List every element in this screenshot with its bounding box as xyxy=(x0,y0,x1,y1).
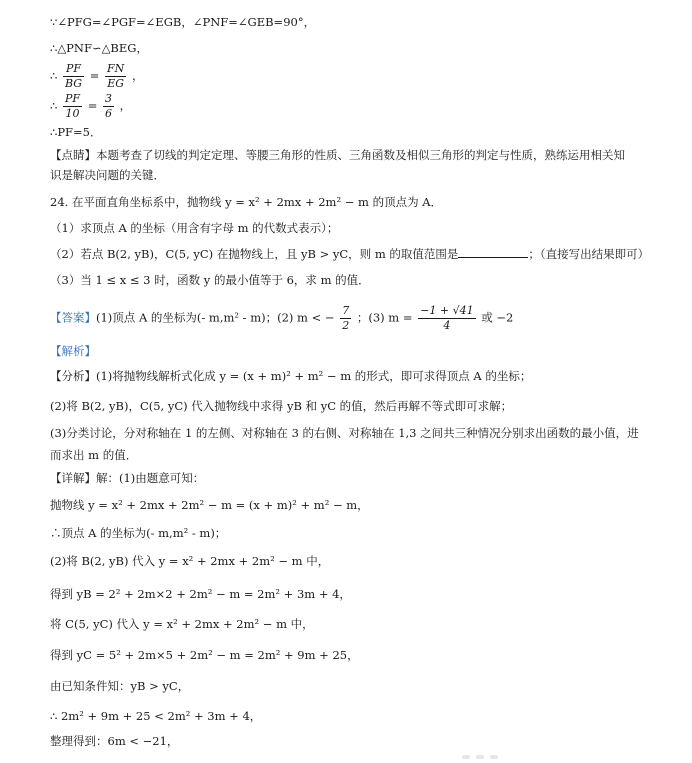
text-line: 得到 yB = 2² + 2m×2 + 2m² − m = 2m² + 3m + 4， xyxy=(50,587,351,601)
equals: = xyxy=(89,68,100,83)
question-part-3: （3）当 1 ≤ x ≤ 3 时，函数 y 的最小值等于 6，求 m 的值． xyxy=(50,273,370,287)
fraction xyxy=(340,304,351,333)
fraction xyxy=(418,304,475,333)
denominator: 10 xyxy=(65,107,80,120)
analysis-tag: 【解析】 xyxy=(50,344,96,358)
numerator: FN xyxy=(107,62,125,75)
denominator: 2 xyxy=(342,319,350,332)
watermark xyxy=(462,744,562,754)
therefore-symbol: ∴ xyxy=(50,68,58,83)
denominator: EG xyxy=(107,77,125,90)
answer-line xyxy=(50,304,513,333)
question-part-1: （1）求顶点 A 的坐标（用含有字母 m 的代数式表示）； xyxy=(50,221,339,235)
numerator: PF xyxy=(63,62,84,77)
text-line: 抛物线 y = x² + 2mx + 2m² − m = (x + m)² + m² − m， xyxy=(50,498,369,512)
question-24: 24. 在平面直角坐标系中，抛物线 y = x² + 2mx + 2m² − m 的顶点为 A． xyxy=(50,195,443,209)
question-text: ；（直接写出结果即可） xyxy=(528,247,650,261)
answer-tag: 【答案】 xyxy=(50,310,96,325)
text-line: ∴顶点 A 的坐标为(- m,m² - m)； xyxy=(50,526,227,540)
numerator: 7 xyxy=(342,304,350,317)
text-line: 整理得到：6m < −21， xyxy=(50,734,179,748)
denominator: 6 xyxy=(104,107,112,120)
answer-text: 或 −2 xyxy=(481,310,514,325)
fraction xyxy=(63,92,82,121)
text-line: 由已知条件知：yB > yC， xyxy=(50,679,190,693)
text-line: 得到 yC = 5² + 2m×5 + 2m² − m = 2m² + 9m + 25， xyxy=(50,648,359,662)
text-line: (3)分类讨论，分对称轴在 1 的左侧、对称轴在 3 的右侧、对称轴在 1,3 之间共三种情况分别求出函数的最小值，进 xyxy=(50,426,639,440)
text-line: ∴ 2m² + 9m + 25 < 2m² + 3m + 4， xyxy=(50,709,262,723)
equals: = xyxy=(87,98,98,113)
numerator: −1 + √41 xyxy=(420,304,474,317)
numerator: PF xyxy=(64,92,81,105)
fraction xyxy=(105,62,126,91)
fraction xyxy=(103,92,114,121)
text-line: 【详解】解：(1)由题意可知： xyxy=(50,471,205,485)
question-part-2 xyxy=(50,246,649,262)
punct: ， xyxy=(131,68,144,83)
fraction xyxy=(63,62,84,91)
text-line: 而求出 m 的值． xyxy=(50,448,138,462)
text-line: 【分析】(1)将抛物线解析式化成 y = (x + m)² + m² − m 的形式，即可求得顶点 A 的坐标； xyxy=(50,369,532,383)
numerator: 3 xyxy=(104,92,112,105)
text-line: ∵∠PFG=∠PGF=∠EGB，∠PNF=∠GEB=90°， xyxy=(50,15,316,29)
answer-text: (1)顶点 A 的坐标为(- m,m² - m)；(2) m < − xyxy=(96,310,335,325)
text-line: (2)将 B(2, yB)，C(5, yC) 代入抛物线中求得 yB 和 yC 的值，然后再解不等式即可求解； xyxy=(50,399,513,413)
answer-blank xyxy=(458,247,528,258)
answer-text: ；(3) m = xyxy=(356,310,413,325)
text-line: ∴PF=5． xyxy=(50,125,102,139)
question-text: （2）若点 B(2, yB)，C(5, yC) 在抛物线上，且 yB > yC，则 m 的取值范围是 xyxy=(50,247,459,261)
text-line: 【点睛】本题考查了切线的判定定理、等腰三角形的性质、三角函数及相似三角形的判定与性质，熟练运用相关知 xyxy=(50,148,625,162)
text-line: 将 C(5, yC) 代入 y = x² + 2mx + 2m² − m 中， xyxy=(50,617,314,631)
denominator: 4 xyxy=(443,319,451,332)
fraction-equation xyxy=(50,62,143,91)
text-line: 识是解决问题的关键． xyxy=(50,168,165,182)
fraction-equation xyxy=(50,92,131,121)
text-line: ∴△PNF∽△BEG， xyxy=(50,41,148,55)
punct: ， xyxy=(119,98,132,113)
text-line: (2)将 B(2, yB) 代入 y = x² + 2mx + 2m² − m 中， xyxy=(50,554,330,568)
therefore-symbol: ∴ xyxy=(50,98,58,113)
denominator: BG xyxy=(64,77,83,90)
